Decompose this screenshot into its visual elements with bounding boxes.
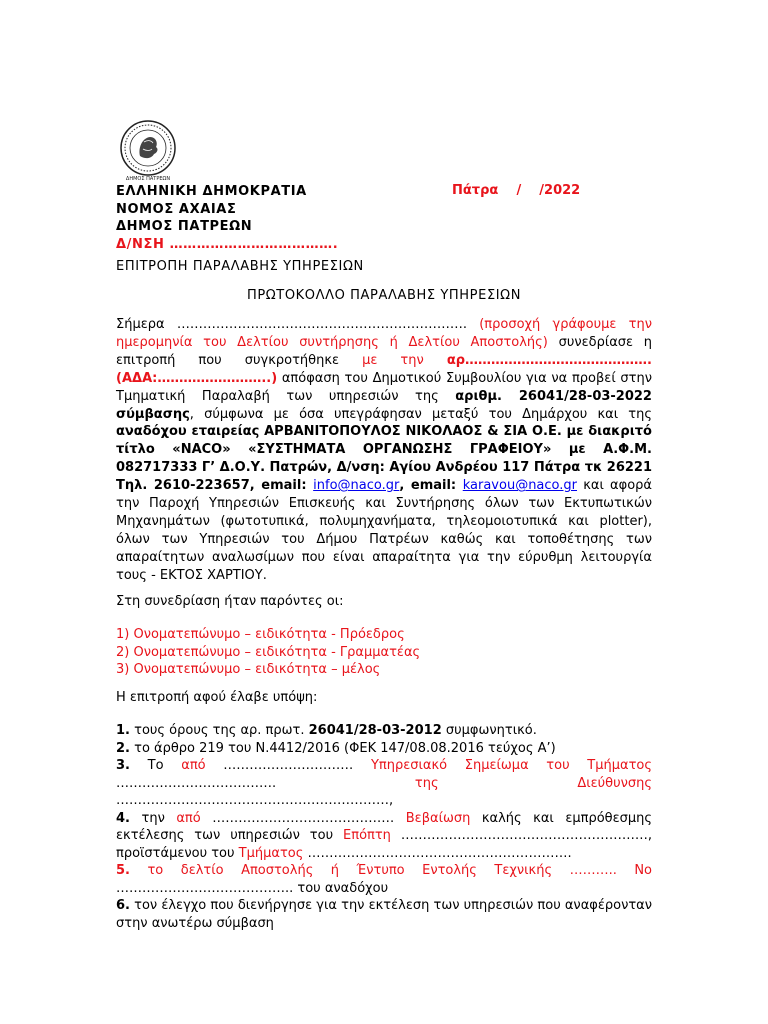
item-number: 2. [116,740,130,756]
item-text-red: Τμήματος [238,845,304,861]
item-text-red: Επόπτη [343,828,391,843]
member-item: 3) Ονοματεπώνυμο – ειδικότητα – μέλος [116,662,381,677]
item-number: 5. [116,863,130,878]
contract-number: αριθμ. 26041/28-03-2022 σύμβασης [116,388,652,422]
municipality-name: ΔΗΜΟΣ ΠΑΤΡΕΩΝ [116,219,253,234]
intro-paragraph [116,316,652,585]
item-text: το άρθρο 219 του Ν.4412/2016 (ΦΕΚ 147/08.08.2016 τεύχος Α’) [129,740,556,756]
email-link-karavou[interactable]: karavou@naco.gr [462,478,578,494]
municipality-seal-logo [116,118,180,182]
intro-date-text: Σήμερα …………………………………………………………. [116,317,467,332]
members-list [116,626,652,679]
item-text: ………………………………………………………, [116,793,394,808]
item-text: ………………………… [205,758,371,773]
item-text: του αναδόχου [297,880,389,896]
document-date: Πάτρα / /2022 [452,183,581,198]
item-text-red: της Διεύθυνσης [414,775,652,791]
intro-date-note: (προσοχή γράφουμε την ημερομηνία του Δελτίου συντήρησης ή Δελτίου Αποστολής) [116,317,652,350]
item-text: ………………………………….. [116,880,298,896]
item-text: …………………………………… [200,810,406,826]
contractor-details: αναδόχου εταιρείας ΑΡΒΑΝΙΤΟΠΟΥΛΟΣ ΝΙΚΟΛΑΟΣ & ΣΙΑ Ο.Ε. με διακριτό τίτλο «NACO» «ΣΥΣΤΗΜΑΤΑ ΟΡΓΑΝΩΣΗΣ ΓΡΑΦΕΙΟΥ» με Α.Φ.Μ. 082717333 Γ’ Δ.Ο.Υ. Πατρών, Δ/νση: Αγίου Ανδρέου 117 Πάτρα τκ 26221 Τηλ. 2610-223657, email: [116,424,653,494]
item-number: 6. [116,898,130,913]
item-text-red: Βεβαίωση [405,810,471,826]
directorate-line: Δ/ΝΣΗ ………………………………. [116,236,339,252]
item-text: ………………………………. [116,775,415,791]
item-text-red: από [181,758,206,773]
item-text: ……………………………………………………. [303,845,572,861]
considerations-list [116,722,652,932]
committee-title: ΕΠΙΤΡΟΠΗ ΠΑΡΑΛΑΒΗΣ ΥΠΗΡΕΣΙΩΝ [116,259,364,274]
consideration-item [116,740,652,758]
item-text: Το [129,758,182,773]
consideration-item [116,862,652,897]
intro-text: συνεδρίασε η επιτροπή που συγκροτήθηκε [116,334,653,368]
item-text-red: το δελτίο Αποστολής ή Έντυπο Εντολής Τεχνικής ……….. Νο [129,863,652,878]
intro-decision-prefix: με την [362,352,447,368]
considered-intro: Η επιτροπή αφού έλαβε υπόψη: [116,690,318,705]
email-link-info[interactable]: info@naco.gr [313,478,400,494]
agreement-number: 26041/28-03-2012 [308,723,442,738]
item-text-red: από [176,810,201,826]
item-text: συμφωνητικό. [441,723,537,738]
consideration-item [116,722,652,740]
item-text: τον έλεγχο που διενήργησε για την εκτέλεση των υπηρεσιών που αναφέρονταν στην ανωτέρω σύμβαση [116,898,652,931]
item-number: 3. [116,758,130,773]
seal-text: ΔΗΜΟΣ ΠΑΤΡΕΩΝ [125,176,171,182]
item-text: τους όρους της αρ. πρωτ. [129,723,309,738]
member-item: 2) Ονοματεπώνυμο – ειδικότητα - Γραμματέας [116,644,421,660]
consideration-item [116,810,652,863]
item-text-red: Υπηρεσιακό Σημείωμα του Τμήματος [370,758,652,773]
country-name: ΕΛΛΗΝΙΚΗ ΔΗΜΟΚΡΑΤΙΑ [116,184,307,199]
item-text: την [129,810,177,826]
protocol-title: ΠΡΩΤΟΚΟΛΛΟ ΠΑΡΑΛΑΒΗΣ ΥΠΗΡΕΣΙΩΝ [246,288,522,303]
consideration-item [116,897,652,932]
item-number: 1. [116,723,130,738]
intro-text-3: , σύμφωνα με όσα υπεγράφησαν μεταξύ του Δημάρχου και της [189,406,652,422]
email-label: , email: [399,478,463,494]
member-item: 1) Ονοματεπώνυμο – ειδικότητα - Πρόεδρος [116,627,405,642]
decision-number: αρ……………………………………. (ΑΔΑ:……………………..) [116,352,652,386]
prefecture-name: ΝΟΜΟΣ ΑΧΑΙΑΣ [116,201,237,217]
item-number: 4. [116,810,130,826]
service-description: και αφορά την Παροχή Υπηρεσιών Επισκευής και Συντήρησης όλων των Εκτυπωτικών Μηχανημάτων (φωτοτυπικά, πολυμηχανήματα, τηλεομοιοτυπικά και plotter), όλων των Υπηρεσιών του Δήμου Πατρέων καθώς και τοποθέτησης των απαραίτητων αναλωσίμων που είναι απαραίτητα για την εύρυθμη λειτουργία τους - ΕΚΤΟΣ ΧΑΡΤΙΟΥ. [116,478,652,583]
item-text: καλής και εμπρόθεσμης εκτέλεσης των υπηρεσιών του [116,810,653,843]
consideration-item [116,757,652,810]
item-text: …………………………………………………, προϊστάμενου του [116,828,652,861]
attendance-intro: Στη συνεδρίαση ήταν παρόντες οι: [116,594,344,609]
intro-text-2: απόφαση του Δημοτικού Συμβουλίου για να προβεί στην Τμηματική Παραλαβή των υπηρεσιών της [116,370,652,404]
